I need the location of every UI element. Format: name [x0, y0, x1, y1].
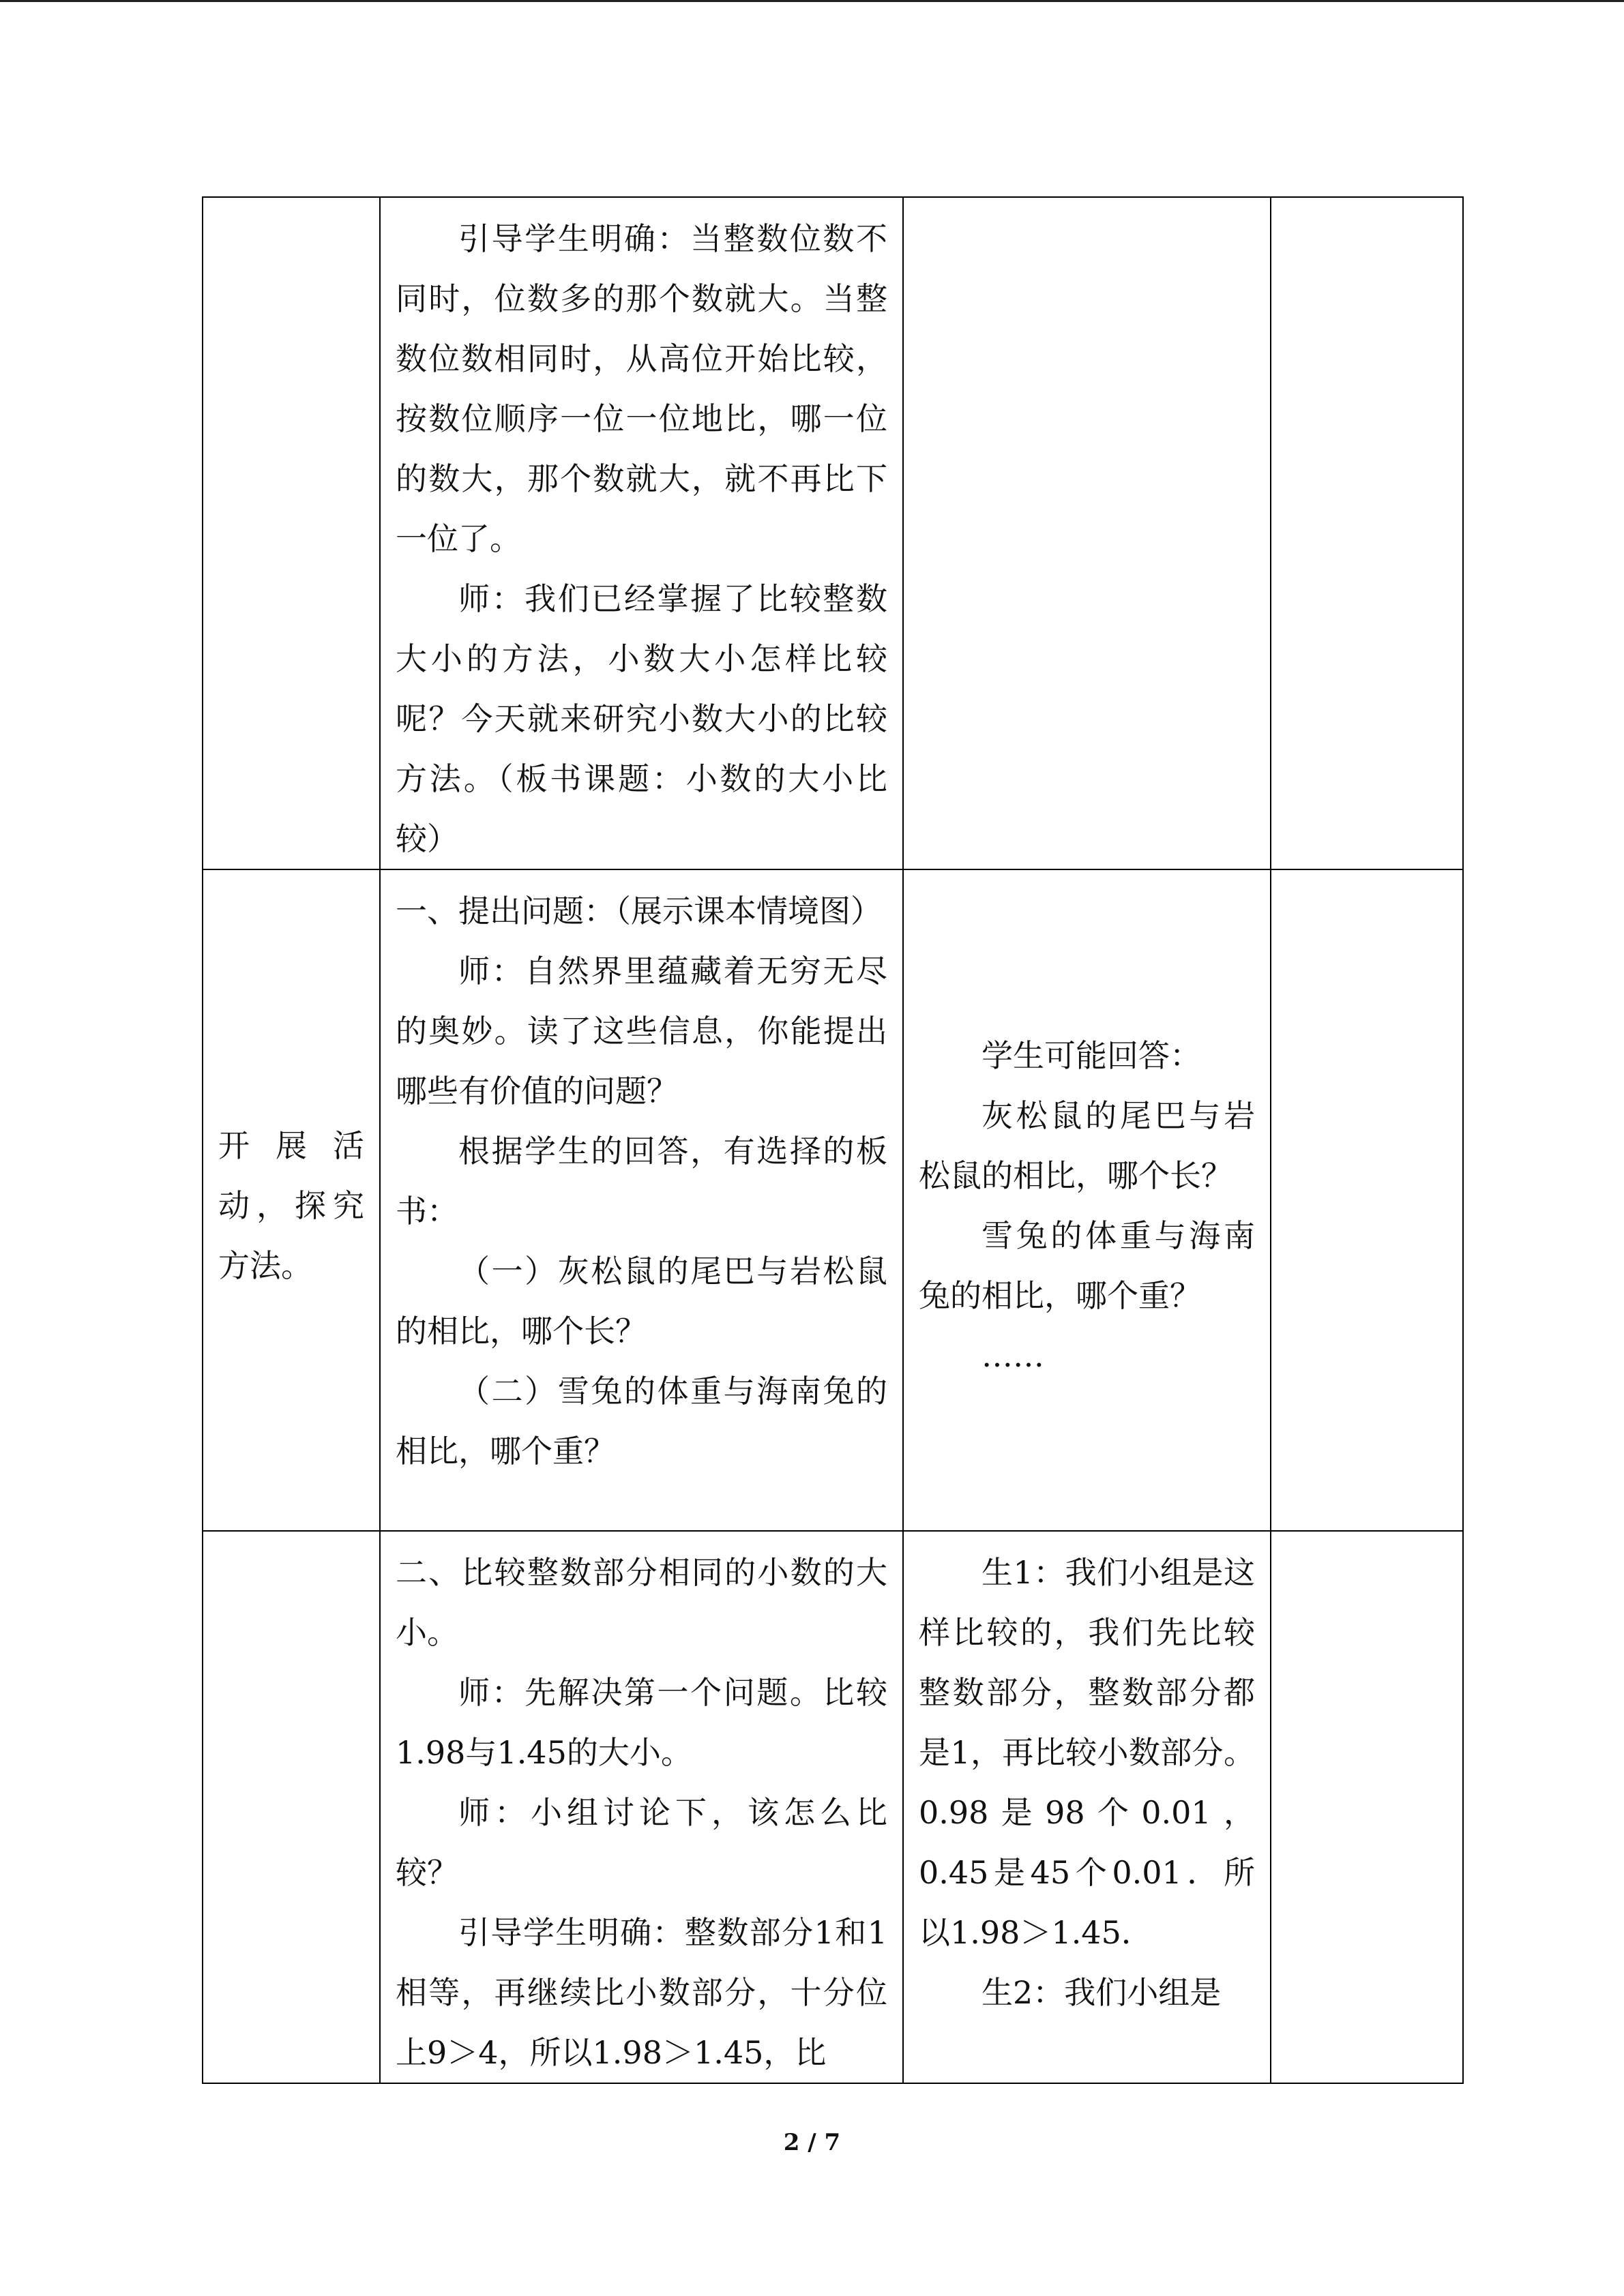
- cell-paragraph: 引导学生明确：整数部分1和1相等，再继续比小数部分，十分位上9＞4，所以1.98＞1.45，比: [396, 1914, 887, 2071]
- cell-paragraph: 引导学生明确：当整数位数不同时，位数多的那个数就大。当整数位数相同时，从高位开始比较，按数位顺序一位一位地比，哪一位的数大，那个数就大，就不再比下一位了。: [396, 220, 887, 557]
- notes-cell: [1271, 869, 1463, 1531]
- cell-paragraph: ……: [981, 1337, 1044, 1374]
- cell-paragraph: （一）灰松鼠的尾巴与岩松鼠的相比，哪个长？: [396, 1253, 887, 1350]
- cell-paragraph: 一、提出问题：（展示课本情境图）: [396, 893, 882, 929]
- notes-cell: [1271, 1531, 1463, 2083]
- table-row: [203, 869, 1463, 1531]
- student-activity-cell: [903, 197, 1271, 869]
- student-activity-cell: [903, 869, 1271, 1531]
- teacher-activity-cell: [380, 197, 903, 869]
- notes-cell: [1271, 197, 1463, 869]
- lesson-plan-table: [202, 196, 1464, 2084]
- table-row: [203, 1531, 1463, 2083]
- student-activity-cell: [903, 1531, 1271, 2083]
- teacher-activity-cell: [380, 1531, 903, 2083]
- cell-paragraph: 开展活动，探究方法。: [218, 1127, 364, 1284]
- stage-cell: [203, 869, 380, 1531]
- cell-paragraph: 师：小组讨论下，该怎么比较？: [396, 1794, 887, 1891]
- page-number: 2 / 7: [783, 2129, 841, 2156]
- cell-paragraph: 雪兔的体重与海南兔的相比，哪个重？: [919, 1217, 1255, 1314]
- stage-cell: [203, 1531, 380, 2083]
- cell-paragraph: 师：先解决第一个问题。比较1.98与1.45的大小。: [396, 1674, 887, 1771]
- cell-paragraph: 师：自然界里蕴藏着无穷无尽的奥妙。读了这些信息，你能提出哪些有价值的问题？: [396, 953, 887, 1109]
- table-row: [203, 197, 1463, 869]
- cell-paragraph: 生1：我们小组是这样比较的，我们先比较整数部分，整数部分都是1，再比较小数部分。0.98是98个0.01，0.45是45个0.01．所以1.98＞1.45．: [919, 1554, 1255, 1951]
- cell-paragraph: 根据学生的回答，有选择的板书：: [396, 1133, 887, 1229]
- cell-paragraph: 二、比较整数部分相同的小数的大小。: [396, 1554, 887, 1651]
- cell-paragraph: （二）雪兔的体重与海南兔的相比，哪个重？: [396, 1373, 887, 1470]
- stage-cell: [203, 197, 380, 869]
- cell-paragraph: 灰松鼠的尾巴与岩松鼠的相比，哪个长？: [919, 1097, 1255, 1194]
- teacher-activity-cell: [380, 869, 903, 1531]
- cell-paragraph: 师：我们已经掌握了比较整数大小的方法，小数大小怎样比较呢？今天就来研究小数大小的比较方法。（板书课题：小数的大小比较）: [396, 580, 887, 857]
- top-border-rule: [0, 0, 1624, 2]
- cell-paragraph: 生2：我们小组是: [981, 1974, 1222, 2011]
- cell-paragraph: 学生可能回答：: [981, 1037, 1201, 1074]
